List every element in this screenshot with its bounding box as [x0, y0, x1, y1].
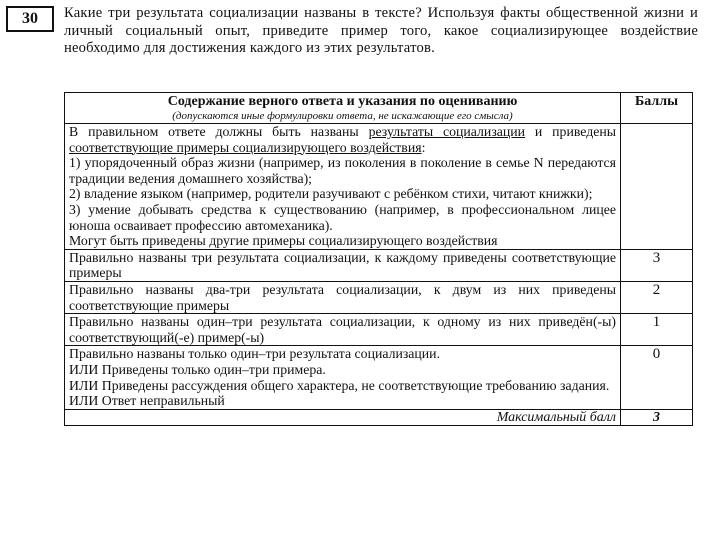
table-header-row [65, 93, 693, 124]
answer-item-2: 2) владение языком (например, родители разучивают с ребёнком стихи, читают книжки); [69, 186, 593, 202]
answer-intro [69, 124, 616, 155]
intro-text: В правильном ответе должны быть названы [69, 124, 359, 139]
zero-line-2: ИЛИ Приведены только один–три примера. [69, 361, 326, 377]
zero-line-1: Правильно названы только один–три результата социализации. [69, 346, 441, 362]
criterion-points: 1 [621, 314, 693, 346]
zero-criterion-row [65, 346, 693, 409]
criterion-text: Правильно названы три результата социализации, к каждому приведены соответствующие примеры [65, 249, 621, 281]
points-header: Баллы [621, 93, 693, 124]
criterion-row [65, 314, 693, 346]
answer-content [65, 124, 621, 250]
question-number: 30 [6, 6, 54, 32]
zero-line-3: ИЛИ Приведены рассуждения общего характера, не соответствующие требованию задания. [69, 377, 610, 393]
max-score-value: 3 [621, 409, 693, 425]
max-score-label: Максимальный балл [65, 409, 621, 425]
criterion-points: 2 [621, 281, 693, 313]
criterion-points: 3 [621, 249, 693, 281]
answer-note: Могут быть приведены другие примеры социализирующего воздействия [69, 233, 498, 249]
answer-points-empty [621, 124, 693, 250]
answer-row [65, 124, 693, 250]
criterion-text: Правильно названы два-три результата социализации, к двум из них приведены соответствующие примеры [65, 281, 621, 313]
criterion-row [65, 249, 693, 281]
intro-colon: : [421, 139, 426, 155]
question-text: Какие три результата социализации названы в тексте? Используя факты общественной жизни и личный социальный опыт, приведите пример того, какое социализирующее воздействие необходимо для достижения каждого из этих результатов. [64, 5, 698, 56]
content-header [65, 93, 621, 124]
answer-item-3: 3) умение добывать средства к существованию (например, в профессиональном лицее юноша осваивает профессию автомеханика). [69, 201, 616, 233]
zero-criterion-points: 0 [621, 346, 693, 409]
content-header-title: Содержание верного ответа и указания по оцениванию [167, 94, 518, 109]
criterion-row [65, 281, 693, 313]
intro-underlined-results: результаты социализации [368, 124, 526, 139]
intro-underlined-examples: соответствующие примеры социализирующего воздействия [69, 139, 422, 155]
grading-table [64, 92, 693, 426]
zero-line-4: ИЛИ Ответ неправильный [69, 393, 225, 409]
criterion-text: Правильно названы один–три результата социализации, к одному из них приведён(-ы) соответствующий(-е) пример(-ы) [65, 314, 621, 346]
intro-text-2: и приведены [534, 124, 617, 139]
max-score-row [65, 409, 693, 425]
zero-criterion-text [65, 346, 621, 409]
content-header-subtitle: (допускаются иные формулировки ответа, не искажающие его смысла) [172, 110, 513, 122]
answer-item-1: 1) упорядоченный образ жизни (например, из поколения в поколение в семье N передаются традиции ведения домашнего хозяйства); [69, 155, 616, 186]
